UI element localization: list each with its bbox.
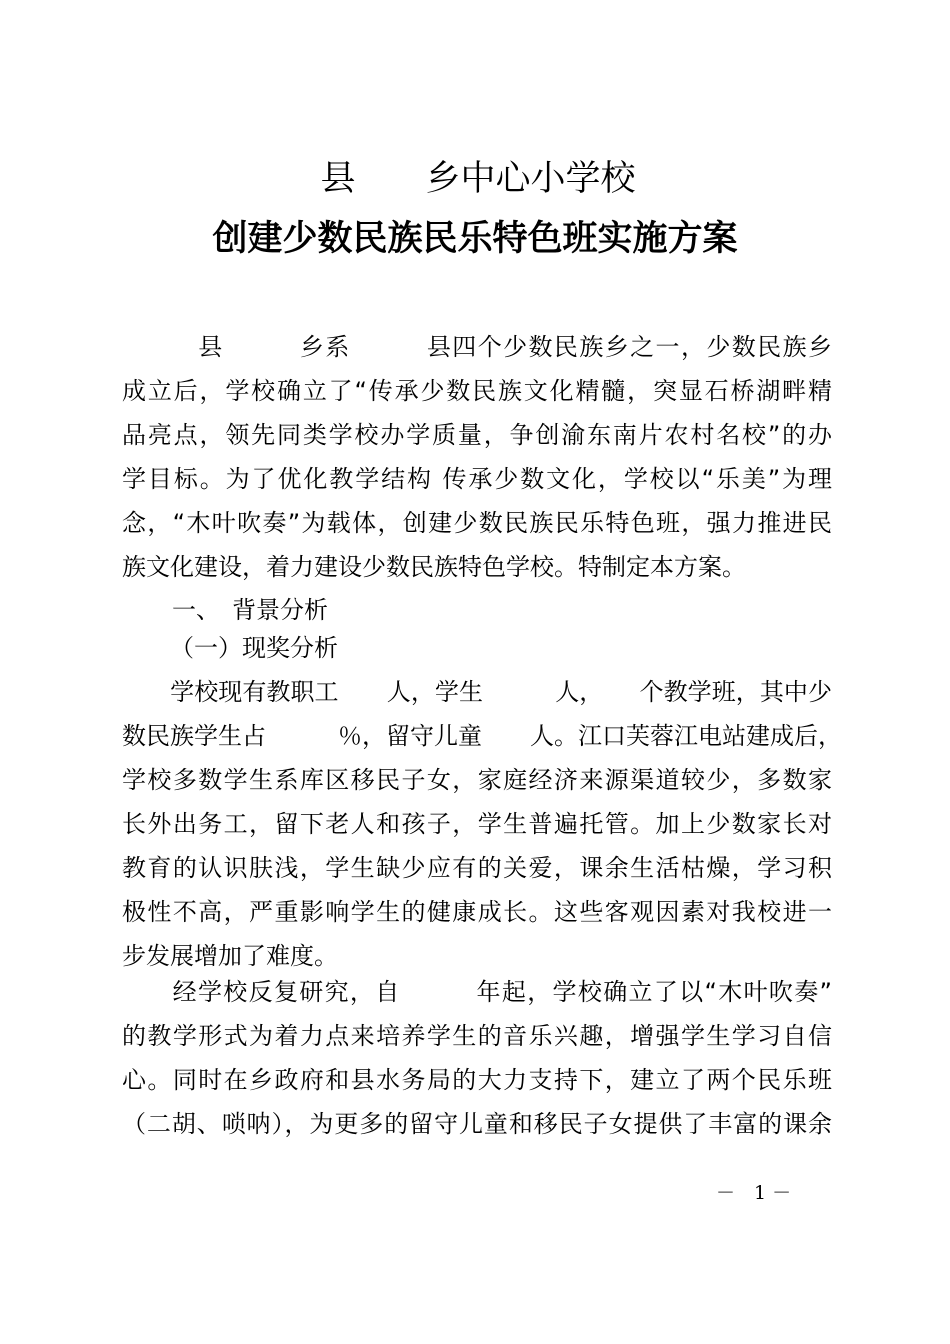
text-line: 成立后，学校确立了“传承少数民族文化精髓，突显石桥湖畔精: [122, 377, 832, 405]
text-line: 的教学形式为着力点来培养学生的音乐兴趣，增强学生学习自信: [122, 1022, 832, 1050]
text-line: 族文化建设，着力建设少数民族特色学校。特制定本方案。: [122, 553, 746, 581]
text-line: 品亮点，领先同类学校办学质量，争创渝东南片农村名校”的办: [122, 421, 832, 449]
text-line: 心。同时在乡政府和县水务局的大力支持下，建立了两个民乐班: [122, 1066, 832, 1094]
text-line: 学目标。为了优化教学结构 传承少数文化，学校以“乐美”为理: [122, 465, 832, 493]
text-line: 步发展增加了难度。: [122, 942, 338, 970]
subsection-heading: （一）现奖分析: [170, 634, 338, 662]
section-heading: 一、 背景分析: [172, 596, 328, 624]
page-number: － 1 －: [716, 1182, 792, 1204]
document-title-line-1: 县 乡中心小学校: [320, 159, 636, 199]
text-line: 长外出务工，留下老人和孩子，学生普遍托管。加上少数家长对: [122, 810, 832, 838]
text-line: 教育的认识肤浅，学生缺少应有的关爱，课余生活枯燥，学习积: [122, 854, 832, 882]
text-line: 极性不高，严重影响学生的健康成长。这些客观因素对我校进一: [122, 898, 832, 926]
text-line: 念，“木叶吹奏”为载体，创建少数民族民乐特色班，强力推进民: [122, 509, 832, 537]
text-line: 经学校反复研究，自 年起，学校确立了以“木叶吹奏”: [122, 978, 832, 1006]
text-line: （二胡、唢呐），为更多的留守儿童和移民子女提供了丰富的课余: [122, 1110, 832, 1138]
document-title-line-2: 创建少数民族民乐特色班实施方案: [212, 219, 738, 259]
text-line: 县 乡系 县四个少数民族乡之一，少数民族乡: [122, 333, 832, 361]
text-line: 学校多数学生系库区移民子女，家庭经济来源渠道较少，多数家: [122, 766, 832, 794]
text-line: 数民族学生占 ％，留守儿童 人。江口芙蓉江电站建成后，: [122, 722, 842, 750]
text-line: 学校现有教职工 人，学生 人， 个教学班，其中少: [122, 678, 832, 706]
